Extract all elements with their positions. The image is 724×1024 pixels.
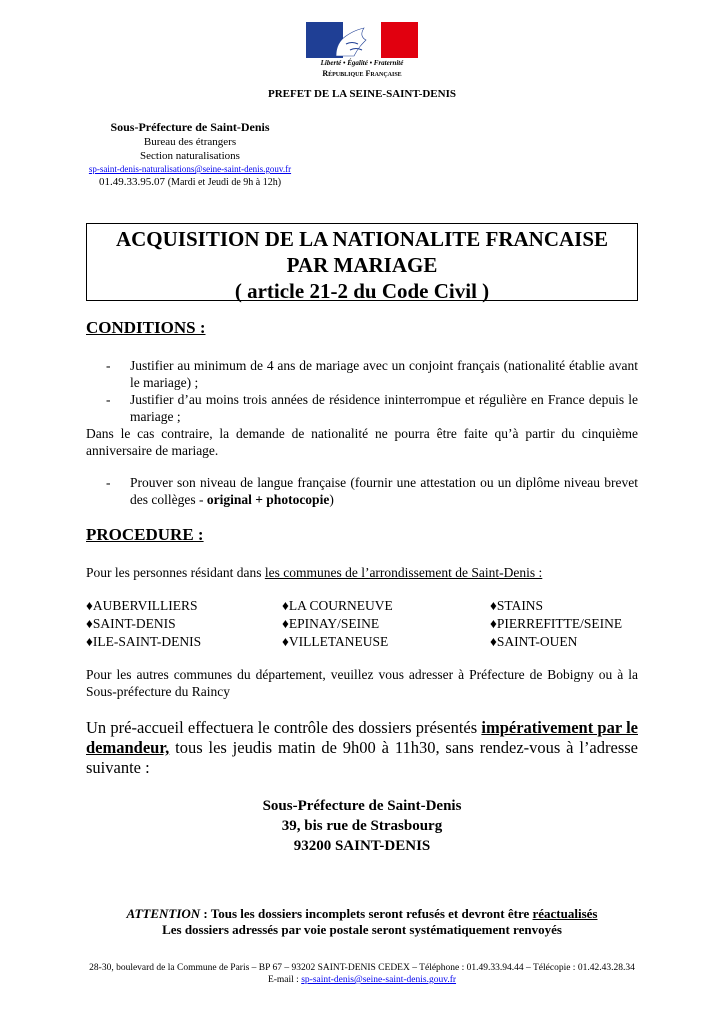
commune-item <box>282 633 388 651</box>
prefet-heading: PREFET DE LA SEINE-SAINT-DENIS <box>268 88 456 100</box>
commune-name: STAINS <box>496 598 544 613</box>
footer <box>0 962 724 986</box>
condition-note: Dans le cas contraire, la demande de nationalité ne pourra être faite qu’à partir du cinquième anniversaire de mariage. <box>86 426 638 458</box>
sender-block <box>60 120 320 190</box>
footer-address: 28-30, boulevard de la Commune de Paris – BP 67 – 93202 SAINT-DENIS CEDEX – Téléphone : 01.49.33.94.44 – Télécopie : 01.42.43.28.34 <box>89 963 635 973</box>
conditions-heading: CONDITIONS : <box>86 318 206 337</box>
footer-email-label: E-mail : <box>267 975 302 985</box>
address-block <box>0 796 724 856</box>
diamond-bullet-icon: ♦ <box>490 634 497 649</box>
sender-phone <box>60 175 320 190</box>
commune-name: SAINT-DENIS <box>92 616 176 631</box>
attention-line-1 <box>0 906 724 922</box>
accueil-text-2: tous les jeudis matin de 9h00 à 11h30, sans rendez-vous à l’adresse suivante : <box>86 738 638 777</box>
condition-item-1 <box>108 357 638 391</box>
dash-bullet: - <box>106 392 111 407</box>
diamond-bullet-icon: ♦ <box>86 616 93 631</box>
commune-name: EPINAY/SEINE <box>288 616 380 631</box>
diamond-bullet-icon: ♦ <box>490 598 497 613</box>
logo-republic: République Française <box>322 69 402 78</box>
sender-hours: (Mardi et Jeudi de 9h à 12h) <box>167 177 282 188</box>
marianne-logo <box>306 22 418 82</box>
commune-name: SAINT-OUEN <box>496 634 578 649</box>
attention-label: ATTENTION <box>126 906 201 921</box>
diamond-bullet-icon: ♦ <box>282 616 289 631</box>
procedure-others: Pour les autres communes du département, veuillez vous adresser à Préfecture de Bobigny ou à la Sous-préfecture du Raincy <box>86 667 638 699</box>
footer-email-link[interactable]: sp-saint-denis@seine-saint-denis.gouv.fr <box>301 975 457 985</box>
commune-item <box>490 597 543 615</box>
marianne-flag-icon <box>306 22 418 58</box>
sender-office: Bureau des étrangers <box>143 136 237 148</box>
condition-item-2 <box>108 391 638 425</box>
address-line-1: Sous-Préfecture de Saint-Denis <box>262 798 462 814</box>
diamond-bullet-icon: ♦ <box>86 598 93 613</box>
commune-item <box>86 615 176 633</box>
commune-name: ILE-SAINT-DENIS <box>92 634 202 649</box>
commune-name: PIERREFITTE/SEINE <box>496 616 623 631</box>
condition-item-3-text <box>130 474 638 508</box>
commune-name: LA COURNEUVE <box>288 598 393 613</box>
address-line-3: 93200 SAINT-DENIS <box>293 838 431 854</box>
dash-bullet: - <box>106 475 111 490</box>
condition-item-3-end: ) <box>329 492 334 507</box>
attention-text-1: : Tous les dossiers incomplets seront refusés et devront être <box>200 906 533 921</box>
logo-motto: Liberté • Égalité • Fraternité <box>320 59 404 67</box>
sender-section: Section naturalisations <box>140 150 240 162</box>
title-line-2: PAR MARIAGE <box>286 253 438 277</box>
attention-line-2: Les dossiers adressés par voie postale seront systématiquement renvoyés <box>162 922 562 937</box>
dash-bullet: - <box>106 358 111 373</box>
commune-item <box>86 633 201 651</box>
procedure-accueil <box>86 718 638 778</box>
diamond-bullet-icon: ♦ <box>282 634 289 649</box>
commune-item <box>490 633 577 651</box>
procedure-intro-underlined: les communes de l’arrondissement de Saint-Denis : <box>264 565 543 580</box>
sender-phone-number: 01.49.33.95.07 <box>98 176 165 188</box>
accueil-bold: impérativement par le demandeur, <box>86 718 638 757</box>
commune-item <box>490 615 622 633</box>
attention-block <box>0 906 724 938</box>
condition-item-1-text: Justifier au minimum de 4 ans de mariage avec un conjoint français (nationalité établie avant le mariage) ; <box>130 358 638 390</box>
procedure-heading: PROCEDURE : <box>86 525 204 544</box>
commune-item <box>282 615 379 633</box>
commune-item <box>282 597 393 615</box>
sender-email-link[interactable]: sp-saint-denis-naturalisations@seine-saint-denis.gouv.fr <box>88 164 292 174</box>
title-box <box>86 223 638 301</box>
commune-name: AUBERVILLIERS <box>92 598 198 613</box>
footer-email-line <box>0 974 724 986</box>
commune-item <box>86 597 198 615</box>
condition-item-3-bold: original + photocopie <box>206 492 330 507</box>
title-line-1: ACQUISITION DE LA NATIONALITE FRANCAISE <box>115 227 609 251</box>
procedure-intro <box>86 564 638 581</box>
title-line-3: ( article 21-2 du Code Civil ) <box>234 279 490 303</box>
diamond-bullet-icon: ♦ <box>490 616 497 631</box>
sender-name: Sous-Préfecture de Saint-Denis <box>110 120 270 134</box>
condition-item-3-main: Prouver son niveau de langue française (fournir une attestation ou un diplôme niveau brevet des collèges - <box>130 475 638 507</box>
accueil-text-1: Un pré-accueil effectuera le contrôle des dossiers présentés <box>86 718 482 737</box>
condition-item-2-text: Justifier d’au moins trois années de résidence ininterrompue et régulière en France depuis le mariage ; <box>130 392 638 424</box>
condition-item-3 <box>108 474 638 508</box>
diamond-bullet-icon: ♦ <box>86 634 93 649</box>
commune-name: VILLETANEUSE <box>288 634 389 649</box>
diamond-bullet-icon: ♦ <box>282 598 289 613</box>
procedure-intro-text: Pour les personnes résidant dans <box>86 565 265 580</box>
attention-underlined: réactualisés <box>532 906 598 921</box>
address-line-2: 39, bis rue de Strasbourg <box>281 818 443 834</box>
